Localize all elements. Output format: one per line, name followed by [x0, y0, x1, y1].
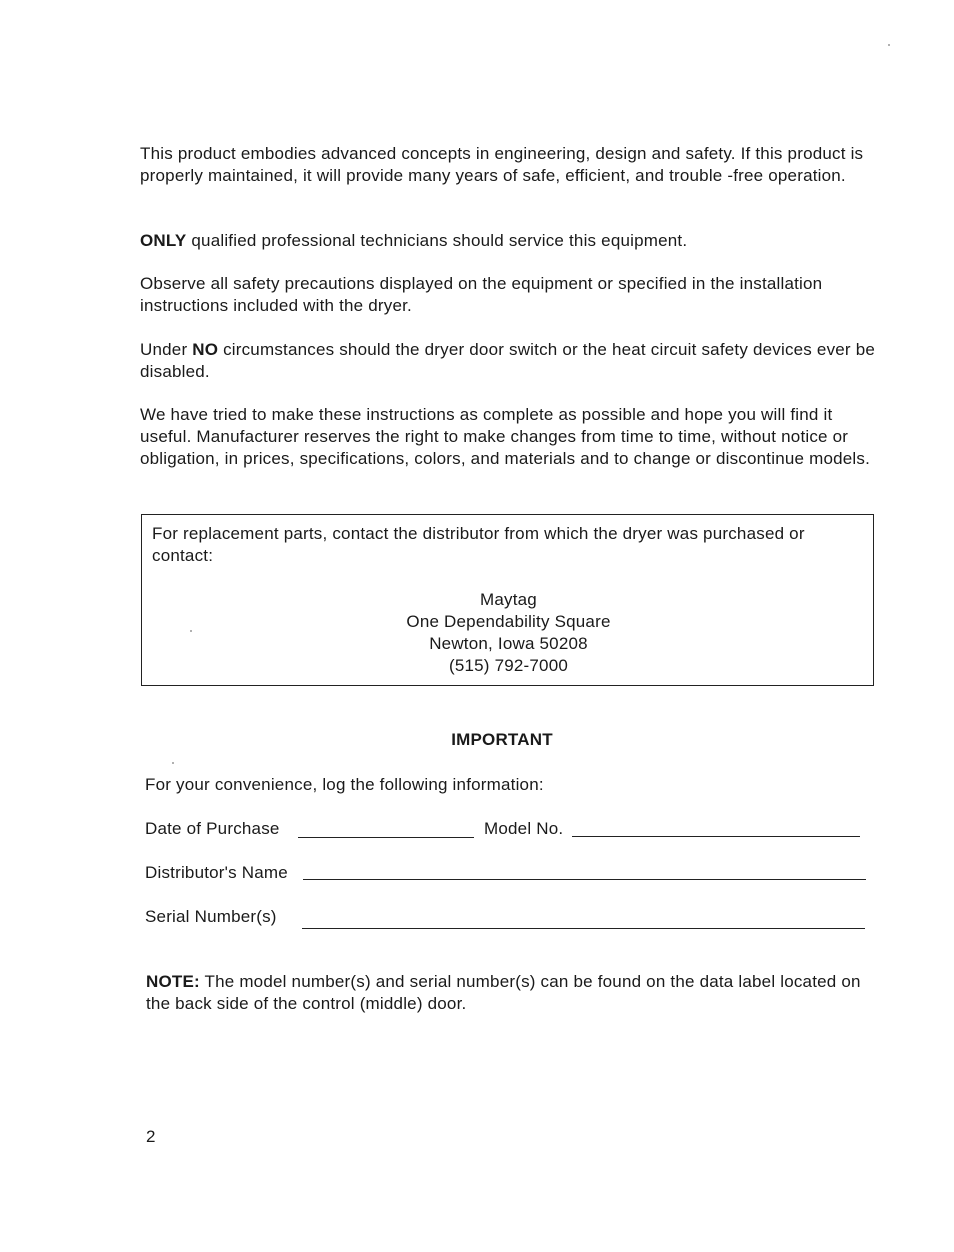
serial-row	[145, 907, 867, 931]
distributor-row	[145, 863, 867, 887]
manufacturer-address	[142, 589, 875, 677]
scan-speck	[190, 630, 192, 632]
important-heading: IMPORTANT	[451, 730, 553, 749]
address-phone: (515) 792-7000	[448, 656, 569, 675]
note-text: The model number(s) and serial number(s) can be found on the data label located on the back side of the control (middle) door.	[146, 972, 861, 1013]
note-label: NOTE:	[146, 972, 200, 991]
serial-numbers-label: Serial Number(s)	[145, 907, 277, 926]
safety-precautions-paragraph: Observe all safety precautions displayed on the equipment or specified in the installation instructions included with the dryer.	[140, 274, 823, 315]
address-city: Newton, Iowa 50208	[429, 634, 588, 653]
service-paragraph	[140, 230, 880, 252]
intro-paragraph: This product embodies advanced concepts in engineering, design and safety. If this product is properly maintained, it will provide many years of safe, efficient, and trouble -free operation.	[140, 144, 864, 185]
log-intro-text: For your convenience, log the following information:	[145, 775, 544, 794]
date-of-purchase-label: Date of Purchase	[145, 819, 280, 838]
address-company: Maytag	[480, 590, 537, 609]
replacement-parts-box	[141, 514, 874, 686]
purchase-model-row	[145, 819, 865, 843]
safety-devices-prefix: Under	[140, 340, 193, 359]
safety-devices-text: circumstances should the dryer door switch or the heat circuit safety devices ever be disabled.	[140, 340, 876, 381]
page-number: 2	[146, 1127, 156, 1146]
service-paragraph-text: qualified professional technicians should service this equipment.	[186, 231, 688, 250]
serial-numbers-line[interactable]	[302, 928, 865, 929]
date-of-purchase-line[interactable]	[298, 837, 474, 838]
safety-devices-paragraph	[140, 339, 880, 383]
distributor-name-line[interactable]	[303, 879, 866, 880]
note-paragraph	[146, 971, 886, 1015]
model-no-line[interactable]	[572, 836, 860, 837]
no-emphasis: NO	[192, 340, 219, 359]
disclaimer-paragraph: We have tried to make these instructions as complete as possible and hope you will find it useful. Manufacturer reserves the right to make changes from time to time, without notice or obligation, in prices, specifications, colors, and materials and to change or discontinue models.	[140, 405, 871, 468]
distributor-name-label: Distributor's Name	[145, 863, 288, 882]
address-street: One Dependability Square	[406, 612, 611, 631]
scan-speck	[172, 762, 174, 764]
replacement-parts-text: For replacement parts, contact the distributor from which the dryer was purchased or contact:	[152, 524, 805, 565]
model-no-label: Model No.	[484, 819, 564, 838]
only-emphasis: ONLY	[140, 231, 187, 250]
scan-speck	[888, 44, 890, 46]
